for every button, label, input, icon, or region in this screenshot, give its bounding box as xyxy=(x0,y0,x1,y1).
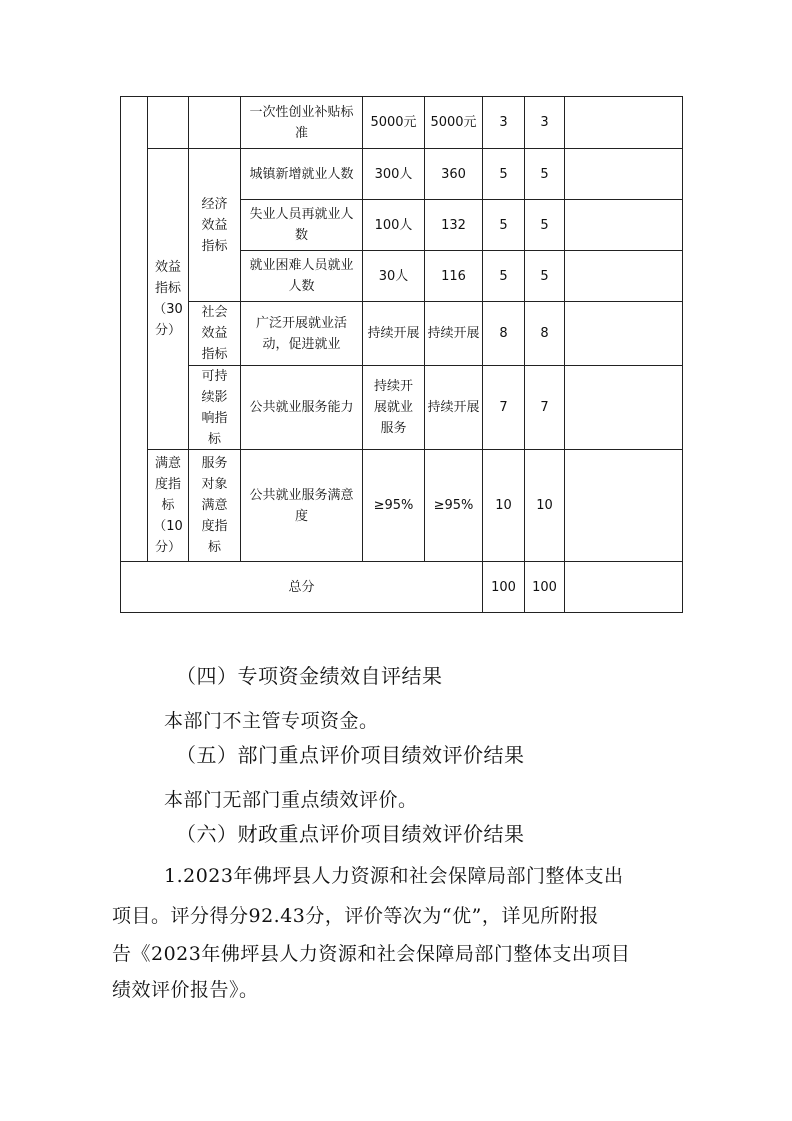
actual-hard-to-employ: 116 xyxy=(441,268,466,284)
section-6-body-line-2: 项目。评分得分92.43分，评价等次为“优”，详见所附报 xyxy=(112,905,599,927)
category-satisfaction-indicator: 满意度指标（10分） xyxy=(153,456,183,555)
subcategory-sustainable-impact: 可持续影响指标 xyxy=(201,368,228,447)
indicator-hard-to-employ: 就业困难人员就业人数 xyxy=(249,258,354,294)
actual-reemployed: 132 xyxy=(441,217,466,233)
target-hard-to-employ: 30人 xyxy=(378,268,409,284)
actual-service-satisfaction: ≥95% xyxy=(433,498,474,513)
weight-reemployed: 5 xyxy=(499,217,508,233)
score-public-service-capacity: 7 xyxy=(540,400,549,415)
section-6-body-line-1: 1.2023年佛坪县人力资源和社会保障局部门整体支出 xyxy=(164,865,624,887)
indicator-service-satisfaction: 公共就业服务满意度 xyxy=(249,487,354,524)
subcategory-social-benefit: 社会效益指标 xyxy=(201,305,228,362)
actual-employment-activities: 持续开展 xyxy=(427,326,480,341)
category-benefit-indicator: 效益指标（30分） xyxy=(153,260,183,338)
target-new-urban-jobs: 300人 xyxy=(374,166,413,182)
performance-indicator-table xyxy=(120,96,683,613)
indicator-employment-activities: 广泛开展就业活动，促进就业 xyxy=(255,315,347,352)
total-weight: 100 xyxy=(491,579,516,595)
section-6-body-line-4: 绩效评价报告》。 xyxy=(112,979,259,1001)
section-4-body: 本部门不主管专项资金。 xyxy=(164,710,379,732)
weight-public-service-capacity: 7 xyxy=(499,400,508,415)
score-employment-activities: 8 xyxy=(540,326,549,341)
section-5-heading: （五）部门重点评价项目绩效评价结果 xyxy=(176,743,525,767)
section-5-body: 本部门无部门重点绩效评价。 xyxy=(164,789,418,811)
target-public-service-capacity: 持续开展就业服务 xyxy=(373,379,413,436)
score-service-satisfaction: 10 xyxy=(536,498,553,513)
target-service-satisfaction: ≥95% xyxy=(373,498,414,513)
indicator-public-service-capacity: 公共就业服务能力 xyxy=(249,400,354,415)
subcategory-economic-benefit: 经济效益指标 xyxy=(201,196,228,254)
score-subsidy-standard: 3 xyxy=(540,115,549,130)
total-label: 总分 xyxy=(288,579,315,595)
weight-subsidy-standard: 3 xyxy=(499,115,508,130)
subcategory-service-satisfaction: 服务对象满意度指标 xyxy=(201,456,228,555)
target-subsidy-standard: 5000元 xyxy=(370,115,417,130)
target-reemployed: 100人 xyxy=(374,217,413,233)
actual-public-service-capacity: 持续开展 xyxy=(427,400,480,415)
weight-service-satisfaction: 10 xyxy=(495,498,512,513)
indicator-reemployed: 失业人员再就业人数 xyxy=(249,207,354,243)
weight-new-urban-jobs: 5 xyxy=(499,166,508,182)
section-6-heading: （六）财政重点评价项目绩效评价结果 xyxy=(176,822,525,846)
weight-hard-to-employ: 5 xyxy=(499,268,508,284)
indicator-new-urban-jobs: 城镇新增就业人数 xyxy=(249,166,354,182)
section-4-heading: （四）专项资金绩效自评结果 xyxy=(176,664,443,688)
actual-new-urban-jobs: 360 xyxy=(441,166,466,182)
score-new-urban-jobs: 5 xyxy=(540,166,549,182)
weight-employment-activities: 8 xyxy=(499,326,508,341)
score-hard-to-employ: 5 xyxy=(540,268,549,284)
actual-subsidy-standard: 5000元 xyxy=(430,115,477,130)
section-6-body-line-3: 告《2023年佛坪县人力资源和社会保障局部门整体支出项目 xyxy=(112,943,631,965)
total-score: 100 xyxy=(532,579,557,595)
score-reemployed: 5 xyxy=(540,217,549,233)
indicator-subsidy-standard: 一次性创业补贴标准 xyxy=(249,104,354,141)
target-employment-activities: 持续开展 xyxy=(367,326,420,341)
